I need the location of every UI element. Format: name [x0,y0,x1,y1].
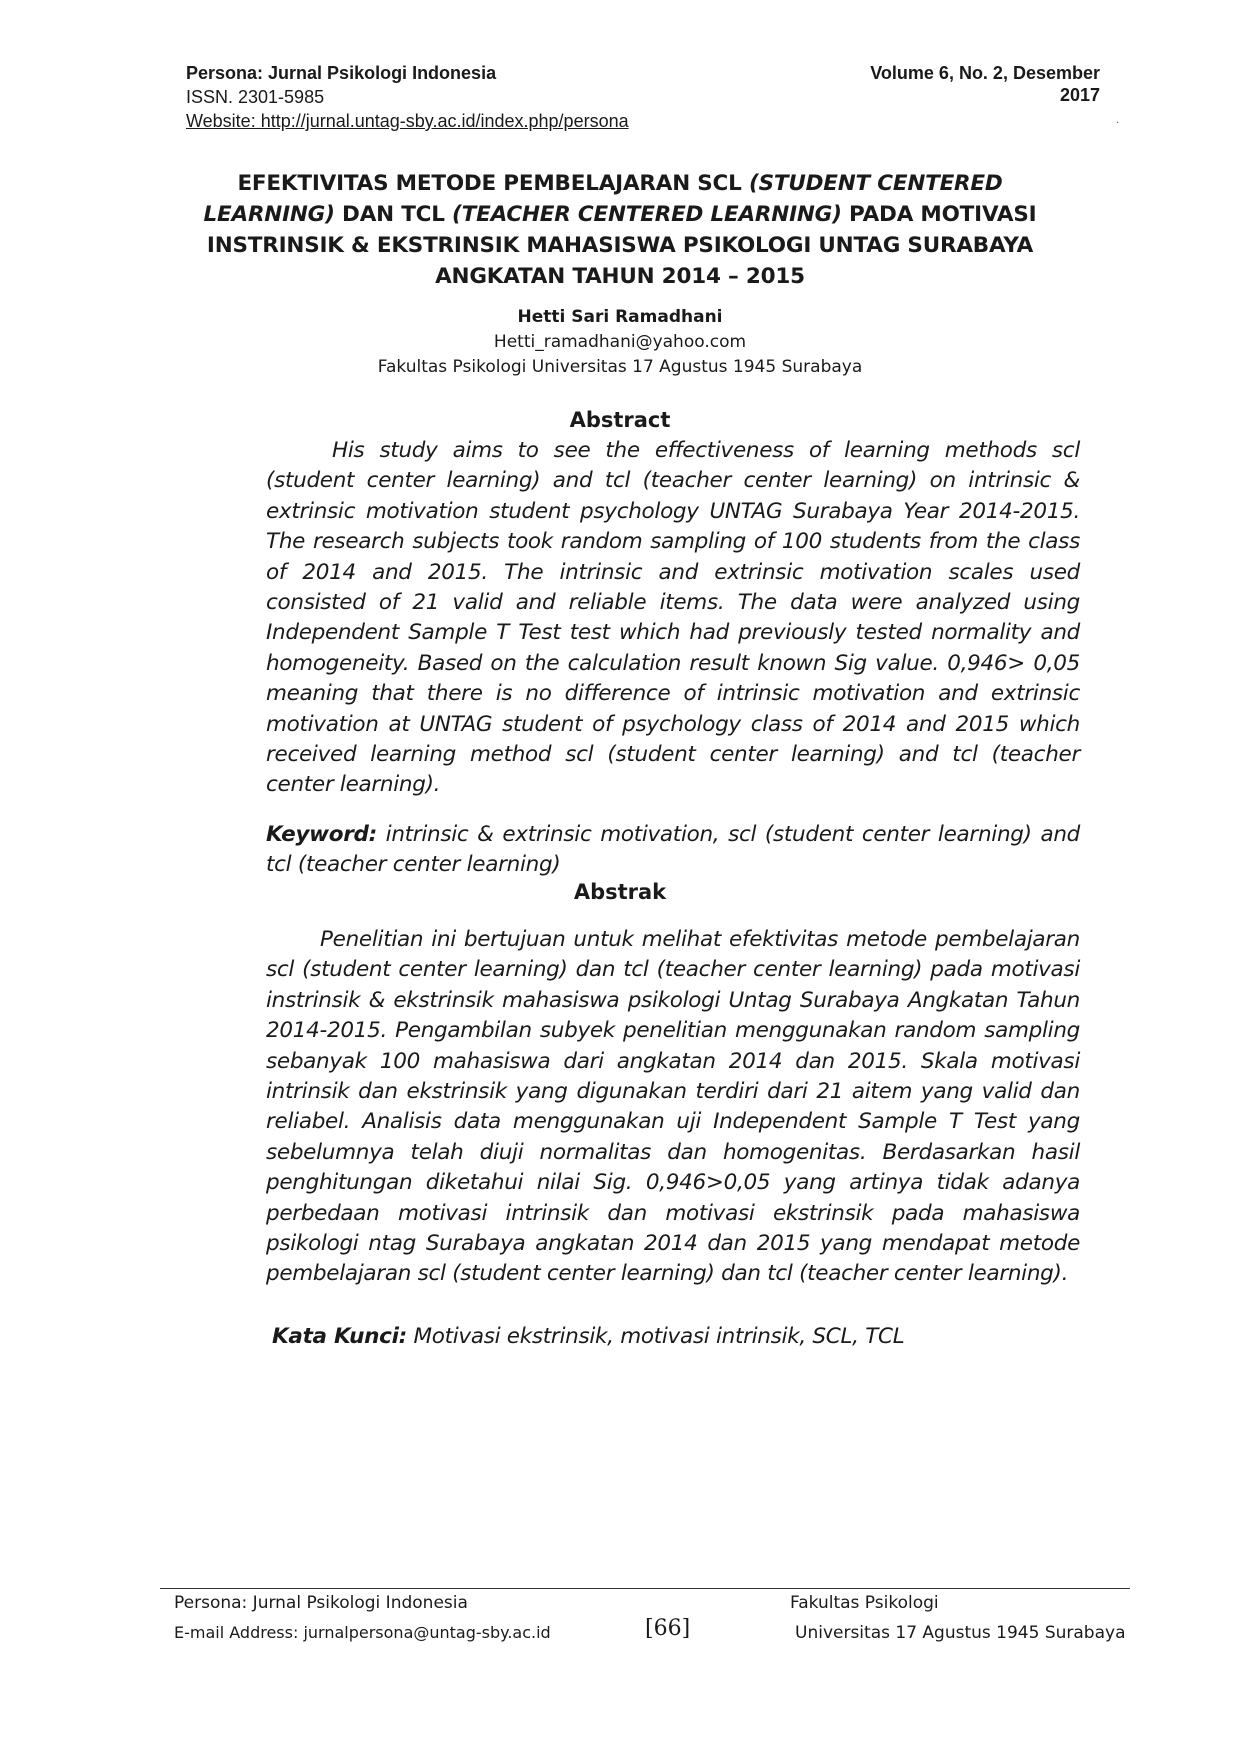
kata-kunci-text: Motivasi ekstrinsik, motivasi intrinsik, SCL, TCL [406,1324,905,1349]
keywords-label: Keyword: [266,822,377,847]
author-email[interactable]: Hetti_ramadhani@yahoo.com [493,332,747,352]
footer-divider [160,1588,1130,1589]
title-part-1: EFEKTIVITAS METODE PEMBELAJARAN SCL [237,171,749,196]
footer-journal: Persona: Jurnal Psikologi Indonesia [174,1593,468,1613]
keywords-text: intrinsic & extrinsic motivation, scl (student center learning) and tcl (teacher center learning) [266,822,1080,878]
title-part-4: (TEACHER CENTERED LEARNING) [452,202,842,227]
issn: ISSN. 2301-5985 [186,87,325,107]
journal-name: Persona: Jurnal Psikologi Indonesia [186,63,497,83]
abstrak-heading: Abstrak [573,880,667,904]
kata-kunci-label: Kata Kunci: [272,1324,407,1349]
abstract-heading: Abstract [569,408,671,432]
author-block [195,305,1045,380]
keywords [266,820,1080,881]
footer-faculty: Fakultas Psikologi [790,1593,939,1613]
page-number: [66] [645,1616,691,1641]
paper-title [195,168,1045,292]
kata-kunci [272,1322,1086,1352]
header-dot: . [1116,112,1120,126]
title-part-3: DAN TCL [334,202,453,227]
volume-info: Volume 6, No. 2, Desember 2017 [870,63,1100,105]
title-part-2: (STUDENT CENTERED LEARNING) [203,171,1003,227]
title-part-5: PADA MOTIVASI INSTRINSIK & EKSTRINSIK MAHASISWA PSIKOLOGI UNTAG SURABAYA ANGKATAN TAHUN 2014 – 2015 [206,202,1037,289]
footer-university: Universitas 17 Agustus 1945 Surabaya [795,1623,1126,1643]
author-affiliation: Fakultas Psikologi Universitas 17 Agustus 1945 Surabaya [377,357,863,377]
abstrak-text: Penelitian ini bertujuan untuk melihat efektivitas metode pembelajaran scl (student center learning) dan tcl (teacher center learning) pada motivasi instrinsik & ekstrinsik mahasiswa psikologi Untag Surabaya Angkatan Tahun 2014-2015. Pengambilan subyek penelitian menggunakan random sampling sebanyak 100 mahasiswa dari angkatan 2014 dan 2015. Skala motivasi intrinsik dan ekstrinsik yang digunakan terdiri dari 21 aitem yang valid dan reliabel. Analisis data menggunakan uji Independent Sample T Test yang sebelumnya telah diuji normalitas dan homogenitas. Berdasarkan hasil penghitungan diketahui nilai Sig. 0,946>0,05 yang artinya tidak adanya perbedaan motivasi intrinsik dan motivasi ekstrinsik pada mahasiswa psikologi ntag Surabaya angkatan 2014 dan 2015 yang mendapat metode pembelajaran scl (student center learning) dan tcl (teacher center learning). [266,927,1080,1287]
author-name: Hetti Sari Ramadhani [517,307,723,327]
abstract-text: His study aims to see the effectiveness of learning methods scl (student center learning) and tcl (teacher center learning) on intrinsic & extrinsic motivation student psychology UNTAG Surabaya Year 2014-2015. The research subjects took random sampling of 100 students from the class of 2014 and 2015. The intrinsic and extrinsic motivation scales used consisted of 21 valid and reliable items. The data were analyzed using Independent Sample T Test test which had previously tested normality and homogeneity. Based on the calculation result known Sig value. 0,946> 0,05 meaning that there is no difference of intrinsic motivation and extrinsic motivation at UNTAG student of psychology class of 2014 and 2015 which received learning method scl (student center learning) and tcl (teacher center learning). [266,438,1080,798]
website-link[interactable]: Website: http://jurnal.untag-sby.ac.id/index.php/persona [186,111,629,131]
footer-email[interactable]: E-mail Address: jurnalpersona@untag-sby.ac.id [174,1623,551,1642]
